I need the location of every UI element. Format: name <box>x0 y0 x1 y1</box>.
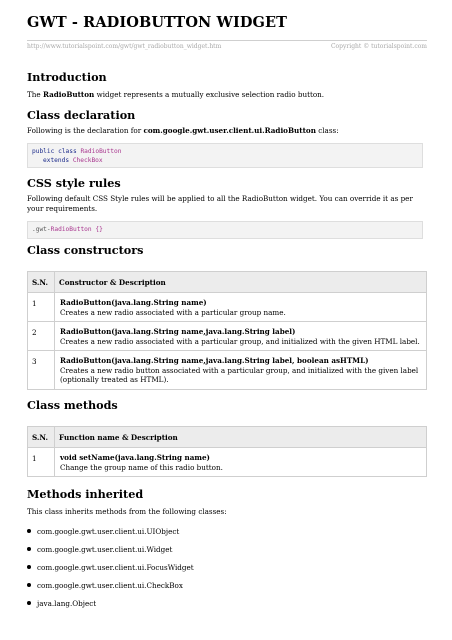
constructors-heading: Class constructors <box>27 243 144 257</box>
page-title: GWT - RADIOBUTTON WIDGET <box>27 14 288 31</box>
table-row <box>28 293 427 322</box>
introduction-heading: Introduction <box>27 70 107 84</box>
inherited-heading: Methods inherited <box>27 487 144 501</box>
header-divider <box>27 40 427 41</box>
row-description: RadioButton(java.lang.String name) Creates a new radio associated with a particular group name. <box>55 293 427 322</box>
class-declaration-text: Following is the declaration for com.google.gwt.user.client.ui.RadioButton class: <box>27 126 339 135</box>
source-url[interactable]: http://www.tutorialspoint.com/gwt/gwt_radiobutton_widget.htm <box>27 43 222 50</box>
list-item: java.lang.Object <box>37 599 96 608</box>
method-signature: void setName(java.lang.String name) <box>60 453 210 462</box>
table-row <box>28 322 427 351</box>
column-header-description: Function name & Description <box>55 427 427 448</box>
bullet-icon <box>27 529 31 533</box>
row-description: RadioButton(java.lang.String name,java.lang.String label, boolean asHTML) Creates a new radio button associated with a particular group, and initialized with the given label (optionally treated as HTML). <box>55 351 427 390</box>
list-item: com.google.gwt.user.client.ui.UIObject <box>37 527 179 536</box>
table-row <box>28 351 427 390</box>
constructor-signature: RadioButton(java.lang.String name,java.lang.String label) <box>60 327 296 336</box>
constructor-signature: RadioButton(java.lang.String name,java.lang.String label, boolean asHTML) <box>60 356 369 365</box>
constructor-signature: RadioButton(java.lang.String name) <box>60 298 207 307</box>
column-header-description: Constructor & Description <box>55 272 427 293</box>
methods-heading: Class methods <box>27 398 118 412</box>
class-declaration-heading: Class declaration <box>27 108 136 122</box>
class-declaration-code: public class RadioButton extends CheckBox <box>27 143 423 168</box>
column-header-sn: S.N. <box>28 272 55 293</box>
css-rules-text: Following default CSS Style rules will be applied to all the RadioButton widget. You can override it as per your requirements. <box>27 194 413 213</box>
list-item: com.google.gwt.user.client.ui.Widget <box>37 545 172 554</box>
bullet-icon <box>27 565 31 569</box>
table-header-row <box>28 427 427 448</box>
list-item: com.google.gwt.user.client.ui.FocusWidget <box>37 563 194 572</box>
list-item: com.google.gwt.user.client.ui.CheckBox <box>37 581 183 590</box>
bullet-icon <box>27 547 31 551</box>
row-number: 3 <box>28 351 55 390</box>
row-description: void setName(java.lang.String name) Change the group name of this radio button. <box>55 448 427 477</box>
row-description: RadioButton(java.lang.String name,java.lang.String label) Creates a new radio associated with a particular group, and initialized with the given HTML label. <box>55 322 427 351</box>
bullet-icon <box>27 583 31 587</box>
methods-table <box>27 426 427 477</box>
inherited-text: This class inherits methods from the following classes: <box>27 507 227 516</box>
css-rules-heading: CSS style rules <box>27 176 121 190</box>
radiobutton-term: RadioButton <box>42 90 95 99</box>
table-header-row <box>28 272 427 293</box>
constructors-table <box>27 271 427 390</box>
introduction-text: The RadioButton widget represents a mutually exclusive selection radio button. <box>27 90 325 99</box>
table-row <box>28 448 427 477</box>
column-header-sn: S.N. <box>28 427 55 448</box>
bullet-icon <box>27 601 31 605</box>
css-rules-code: .gwt-RadioButton {} <box>27 221 423 239</box>
copyright-notice: Copyright © tutorialspoint.com <box>330 43 427 50</box>
row-number: 2 <box>28 322 55 351</box>
row-number: 1 <box>28 448 55 477</box>
class-name: com.google.gwt.user.client.ui.RadioButton <box>143 126 316 135</box>
row-number: 1 <box>28 293 55 322</box>
